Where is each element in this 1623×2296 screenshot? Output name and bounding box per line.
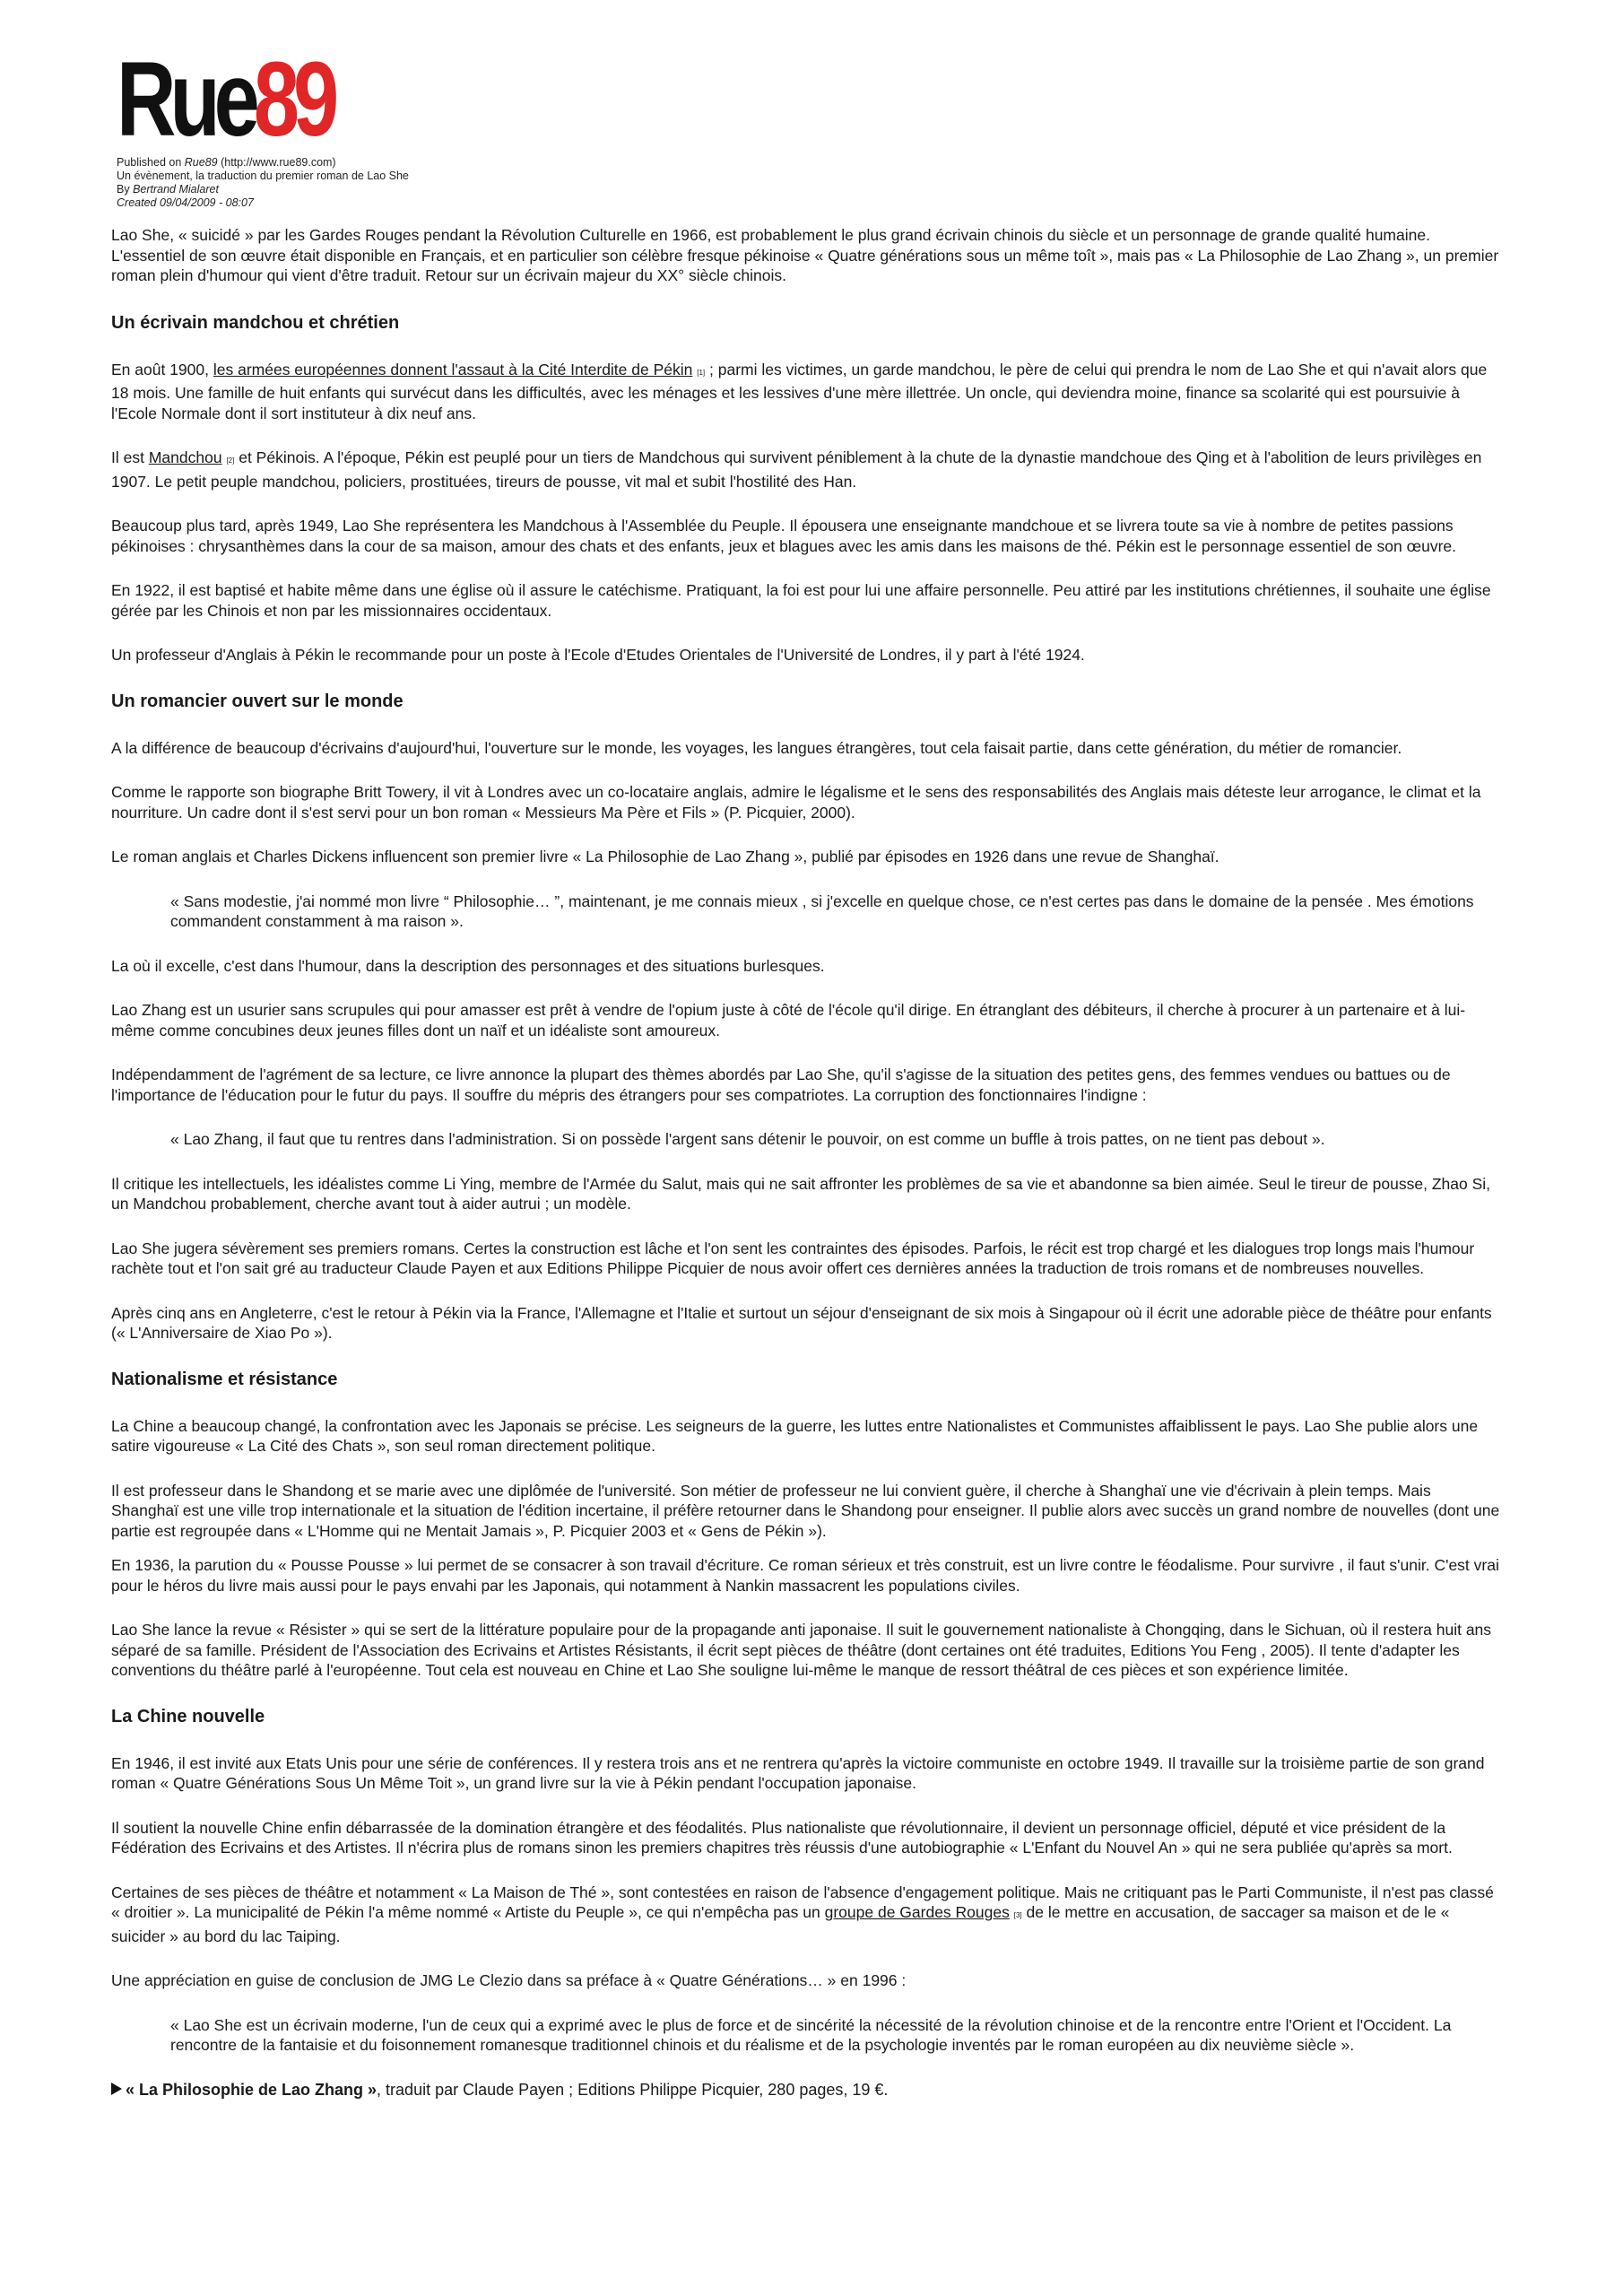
paragraph-s4-3: [111, 1883, 1501, 1947]
footnote-ref-3[interactable]: [3]: [1013, 1911, 1022, 1919]
paragraph-s2-8: Lao She jugera sévèrement ses premiers romans. Certes la construction est lâche et l'on sent les contraintes des épisodes. Parfois, le récit est trop chargé et les dialogues trop longs mais l'humour rachète tout et l'on sait gré au traducteur Claude Payen et aux Editions Philippe Picquier de nous avoir offert ces dernières années la traduction de trois romans et de nombreuses nouvelles.: [111, 1239, 1475, 1277]
created-date: [117, 196, 409, 210]
quote-s2-2: « Lao Zhang, il faut que tu rentres dans l'administration. Si on possède l'argent sans détenir le pouvoir, on est comme un buffle à trois pattes, on ne tient pas debout ».: [170, 1130, 1325, 1148]
text-run: En août 1900,: [111, 360, 213, 378]
quote-s2-1: « Sans modestie, j'ai nommé mon livre “ Philosophie… ”, maintenant, je me connais mieux , si j'excelle en quelque chose, ce n'est certes pas dans le domaine de la pensée . Mes émotions commandent constamment à ma raison ».: [170, 891, 1474, 930]
text-run: de le mettre en accusation, de saccager sa maison et de le « suicider » au bord du lac Taiping.: [111, 1903, 1450, 1945]
logo-text-rue: Rue: [117, 40, 254, 159]
footnote-ref-1[interactable]: [1]: [697, 368, 706, 377]
paragraph-s2-3: Le roman anglais et Charles Dickens influencent son premier livre « La Philosophie de Lao Zhang », publié par épisodes en 1926 dans une revue de Shanghaï.: [111, 848, 1219, 865]
published-prefix: Published on: [117, 156, 185, 169]
text-run: Certaines de ses pièces de théâtre et notamment « La Maison de Thé », sont contestées en raison de l'absence d'engagement politique. Mais ne critiquant pas le Parti Communiste, il n'est pas classé « droitier ». La municipalité de Pékin l'a même nommé « Artiste du Peuple », ce qui n'empêcha pas un: [111, 1883, 1494, 1921]
quote-s4-1: « Lao She est un écrivain moderne, l'un de ceux qui a exprimé avec le plus de force et de sincérité la nécessité de la révolution chinoise et de la rencontre entre l'Orient et l'Occident. La rencontre de la fantaisie et du foisonnement romanesque traditionnel chinois et du réalisme et de la psychologie inventés par le roman européen au dix neuvième siècle ».: [170, 2015, 1452, 2054]
paragraph-s2-5: Lao Zhang est un usurier sans scrupules qui pour amasser est prêt à vendre de l'opium juste à côté de l'école qu'il dirige. En étranglant des débiteurs, il cherche à procurer à un partenaire et à lui-même comme concubines deux jeunes filles dont un naïf et un idéaliste sont amoureux.: [111, 1001, 1466, 1039]
paragraph-s3-1: La Chine a beaucoup changé, la confrontation avec les Japonais se précise. Les seigneurs de la guerre, les luttes entre Nationalistes et Communistes affaiblissent le pays. Lao She publie alors une satire vigoureuse « La Cité des Chats », son seul roman directement politique.: [111, 1416, 1479, 1455]
byline: [117, 183, 409, 196]
paragraph-s3-4: Lao She lance la revue « Résister » qui se sert de la littérature populaire pour de la propagande anti japonaise. Il suit le gouvernement nationaliste à Chongqing, dans le Sichuan, où il restera huit ans séparé de sa famille. Président de l'Association des Ecrivains et Artistes Résistants, il écrit sept pièces de théâtre (dont certaines ont été traduites, Editions You Feng , 2005). Il tente d'adapter les conventions du théâtre parlé à l'européenne. Tout cela est nouveau en Chine et Lao She souligne lui-même le manque de ressort théâtral de ces pièces et son expérience limitée.: [111, 1621, 1492, 1679]
link-cite-interdite[interactable]: les armées européennes donnent l'assaut à la Cité Interdite de Pékin: [213, 360, 693, 378]
section-title-1: Un écrivain mandchou et chrétien: [111, 312, 400, 333]
book-title: « La Philosophie de Lao Zhang »: [126, 2080, 378, 2099]
logo-text-89: 89: [253, 40, 334, 159]
paragraph-s1-3: Beaucoup plus tard, après 1949, Lao She représentera les Mandchous à l'Assemblée du Peuple. Il épousera une enseignante mandchoue et se livrera toute sa vie à nombre de petites passions pékinoises : chrysanthèmes dans la cour de sa maison, amour des chats et des enfants, jeux et blagues avec les amis dans les maisons de thé. Pékin est le personnage essentiel de son œuvre.: [111, 517, 1456, 555]
paragraph-s3-2: Il est professeur dans le Shandong et se marie avec une diplômée de l'université. Son métier de professeur ne lui convient guère, il cherche à Shanghaï une vie d'écrivain à plein temps. Mais Shanghaï est une ville trop internationale et la situation de l'édition incertaine, il préfère retourner dans le Shandong pour enseigner. Il publie alors avec succès un grand nombre de nouvelles (dont une partie est regroupée dans « L'Homme qui ne Mentait Jamais », P. Picquier 2003 et « Gens de Pékin »).: [111, 1481, 1500, 1540]
paragraph-s2-9: Après cinq ans en Angleterre, c'est le retour à Pékin via la France, l'Allemagne et l'Italie et surtout un séjour d'enseignant de six mois à Singapour où il écrit une adorable pièce de théâtre pour enfants (« L'Anniversaire de Xiao Po »).: [111, 1303, 1492, 1342]
byline-author: Bertrand Mialaret: [133, 183, 219, 196]
paragraph-s3-3: En 1936, la parution du « Pousse Pousse » lui permet de se consacrer à son travail d'écriture. Ce roman sérieux et très construit, est un livre contre le féodalisme. Pour survivre , il faut s'unir. C'est vrai pour le héros du livre mais aussi pour le pays envahi par les Japonais, qui notamment à Nankin massacrent les populations civiles.: [111, 1556, 1499, 1595]
triangle-bullet-icon: [111, 2083, 122, 2095]
published-url: (http://www.rue89.com): [217, 156, 336, 169]
paragraph-s1-2: [111, 448, 1501, 491]
paragraph-s4-2: Il soutient la nouvelle Chine enfin débarrassée de la domination étrangère et des féodalités. Plus nationaliste que révolutionnaire, il devient un personnage officiel, député et vice président de la Fédération des Ecrivains et des Artistes. Il n'écrira plus de romans sinon les premiers chapitres très réussis d'une autobiographie « L'Enfant du Nouvel An » qui ne sera publiée qu'après sa mort.: [111, 1818, 1453, 1857]
paragraph-s1-1: [111, 360, 1501, 424]
section-title-3: Nationalisme et résistance: [111, 1369, 338, 1389]
book-reference: [111, 2080, 1501, 2100]
paragraph-s4-1: En 1946, il est invité aux Etats Unis pour une série de conférences. Il y restera trois ans et ne rentrera qu'après la victoire communiste en octobre 1949. Il travaille sur la troisième partie de son grand roman « Quatre Générations Sous Un Même Toit », un grand livre sur la vie à Pékin pendant l'occupation japonaise.: [111, 1753, 1485, 1792]
paragraph-s2-4: La où il excelle, c'est dans l'humour, dans la description des personnages et des situations burlesques.: [111, 956, 825, 975]
paragraph-s1-5: Un professeur d'Anglais à Pékin le recommande pour un poste à l'Ecole d'Etudes Orientales de l'Université de Londres, il y part à l'été 1924.: [111, 646, 1085, 664]
paragraph-s2-7: Il critique les intellectuels, les idéalistes comme Li Ying, membre de l'Armée du Salut, mais qui ne sait affronter les problèmes de sa vie et abandonne sa bien aimée. Seul le tireur de pousse, Zhao Si, un Mandchou probablement, cherche avant tout à aider autrui ; un modèle.: [111, 1174, 1491, 1213]
paragraph-s4-4: Une appréciation en guise de conclusion de JMG Le Clezio dans sa préface à « Quatre Générations… » en 1996 :: [111, 1971, 907, 1989]
link-mandchou[interactable]: Mandchou: [148, 448, 222, 466]
published-site: Rue89: [184, 156, 218, 169]
book-details: , traduit par Claude Payen ; Editions Philippe Picquier, 280 pages, 19 €.: [377, 2080, 889, 2099]
byline-prefix: By: [117, 183, 134, 196]
footnote-ref-2[interactable]: [2]: [226, 457, 235, 465]
page-header: [117, 40, 409, 210]
article-headline: Un évènement, la traduction du premier roman de Lao She: [117, 170, 409, 182]
section-title-2: Un romancier ouvert sur le monde: [111, 691, 404, 711]
rue89-logo: [117, 40, 344, 159]
paragraph-s1-4: En 1922, il est baptisé et habite même dans une église où il assure le catéchisme. Pratiquant, la foi est pour lui une affaire personnelle. Peu attiré par les institutions chrétiennes, il souhaite une église gérée par les Chinois et non par les missionnaires occidentaux.: [111, 581, 1491, 620]
text-run: ; parmi les victimes, un garde mandchou, le père de celui qui prendra le nom de Lao She et qui n'avait alors que 18 mois. Une famille de huit enfants qui survécut dans les difficultés, avec les ménages et les lessives d'une mère illettrée. Un oncle, qui deviendra moine, finance sa scolarité qui est poursuivie à l'Ecole Normale dont il sort instituteur à dix neuf ans.: [111, 360, 1488, 422]
link-gardes-rouges[interactable]: groupe de Gardes Rouges: [824, 1903, 1010, 1921]
paragraph-s2-6: Indépendamment de l'agrément de sa lecture, ce livre annonce la plupart des thèmes abordés par Lao She, qu'il s'agisse de la situation des petites gens, des femmes vendues ou battues ou de l'importance de l'éducation pour le futur du pays. Il souffre du mépris des étrangers pour ses compatriotes. La corruption des fonctionnaires l'indigne :: [111, 1065, 1451, 1104]
article-body: [111, 225, 1501, 2124]
text-run: Il est: [111, 448, 149, 466]
paragraph-s2-1: A la différence de beaucoup d'écrivains d'aujourd'hui, l'ouverture sur le monde, les voyages, les langues étrangères, tout cela faisait partie, dans cette génération, du métier de romancier.: [111, 738, 1402, 757]
paragraph-s2-2: Comme le rapporte son biographe Britt Towery, il vit à Londres avec un co-locataire anglais, admire le légalisme et le sens des responsabilités des Anglais mais déteste leur arrogance, le climat et la nourriture. Un cadre dont il s'est servi pour un bon roman « Messieurs Ma Père et Fils » (P. Picquier, 2000).: [111, 783, 1481, 822]
text-run: et Pékinois. A l'époque, Pékin est peuplé pour un tiers de Mandchous qui survivent péniblement à la chute de la dynastie mandchoue des Qing et à l'abolition de leurs privilèges en 1907. Le petit peuple mandchou, policiers, prostituées, tireurs de pousse, vit mal et subit l'hostilité des Han.: [111, 448, 1482, 491]
article-meta: [117, 156, 409, 210]
section-title-4: La Chine nouvelle: [111, 1706, 265, 1726]
article-intro: Lao She, « suicidé » par les Gardes Rouges pendant la Révolution Culturelle en 1966, est probablement le plus grand écrivain chinois du siècle et un personnage de grande qualité humaine. L'essentiel de son œuvre était disponible en Français, et en particulier son célèbre fresque pékinoise « Quatre générations sous un même toît », mais pas « La Philosophie de Lao Zhang », un premier roman plein d'humour qui vient d'être traduit. Retour sur un écrivain majeur du XX° siècle chinois.: [111, 226, 1499, 284]
created-text: Created 09/04/2009 - 08:07: [117, 196, 254, 209]
